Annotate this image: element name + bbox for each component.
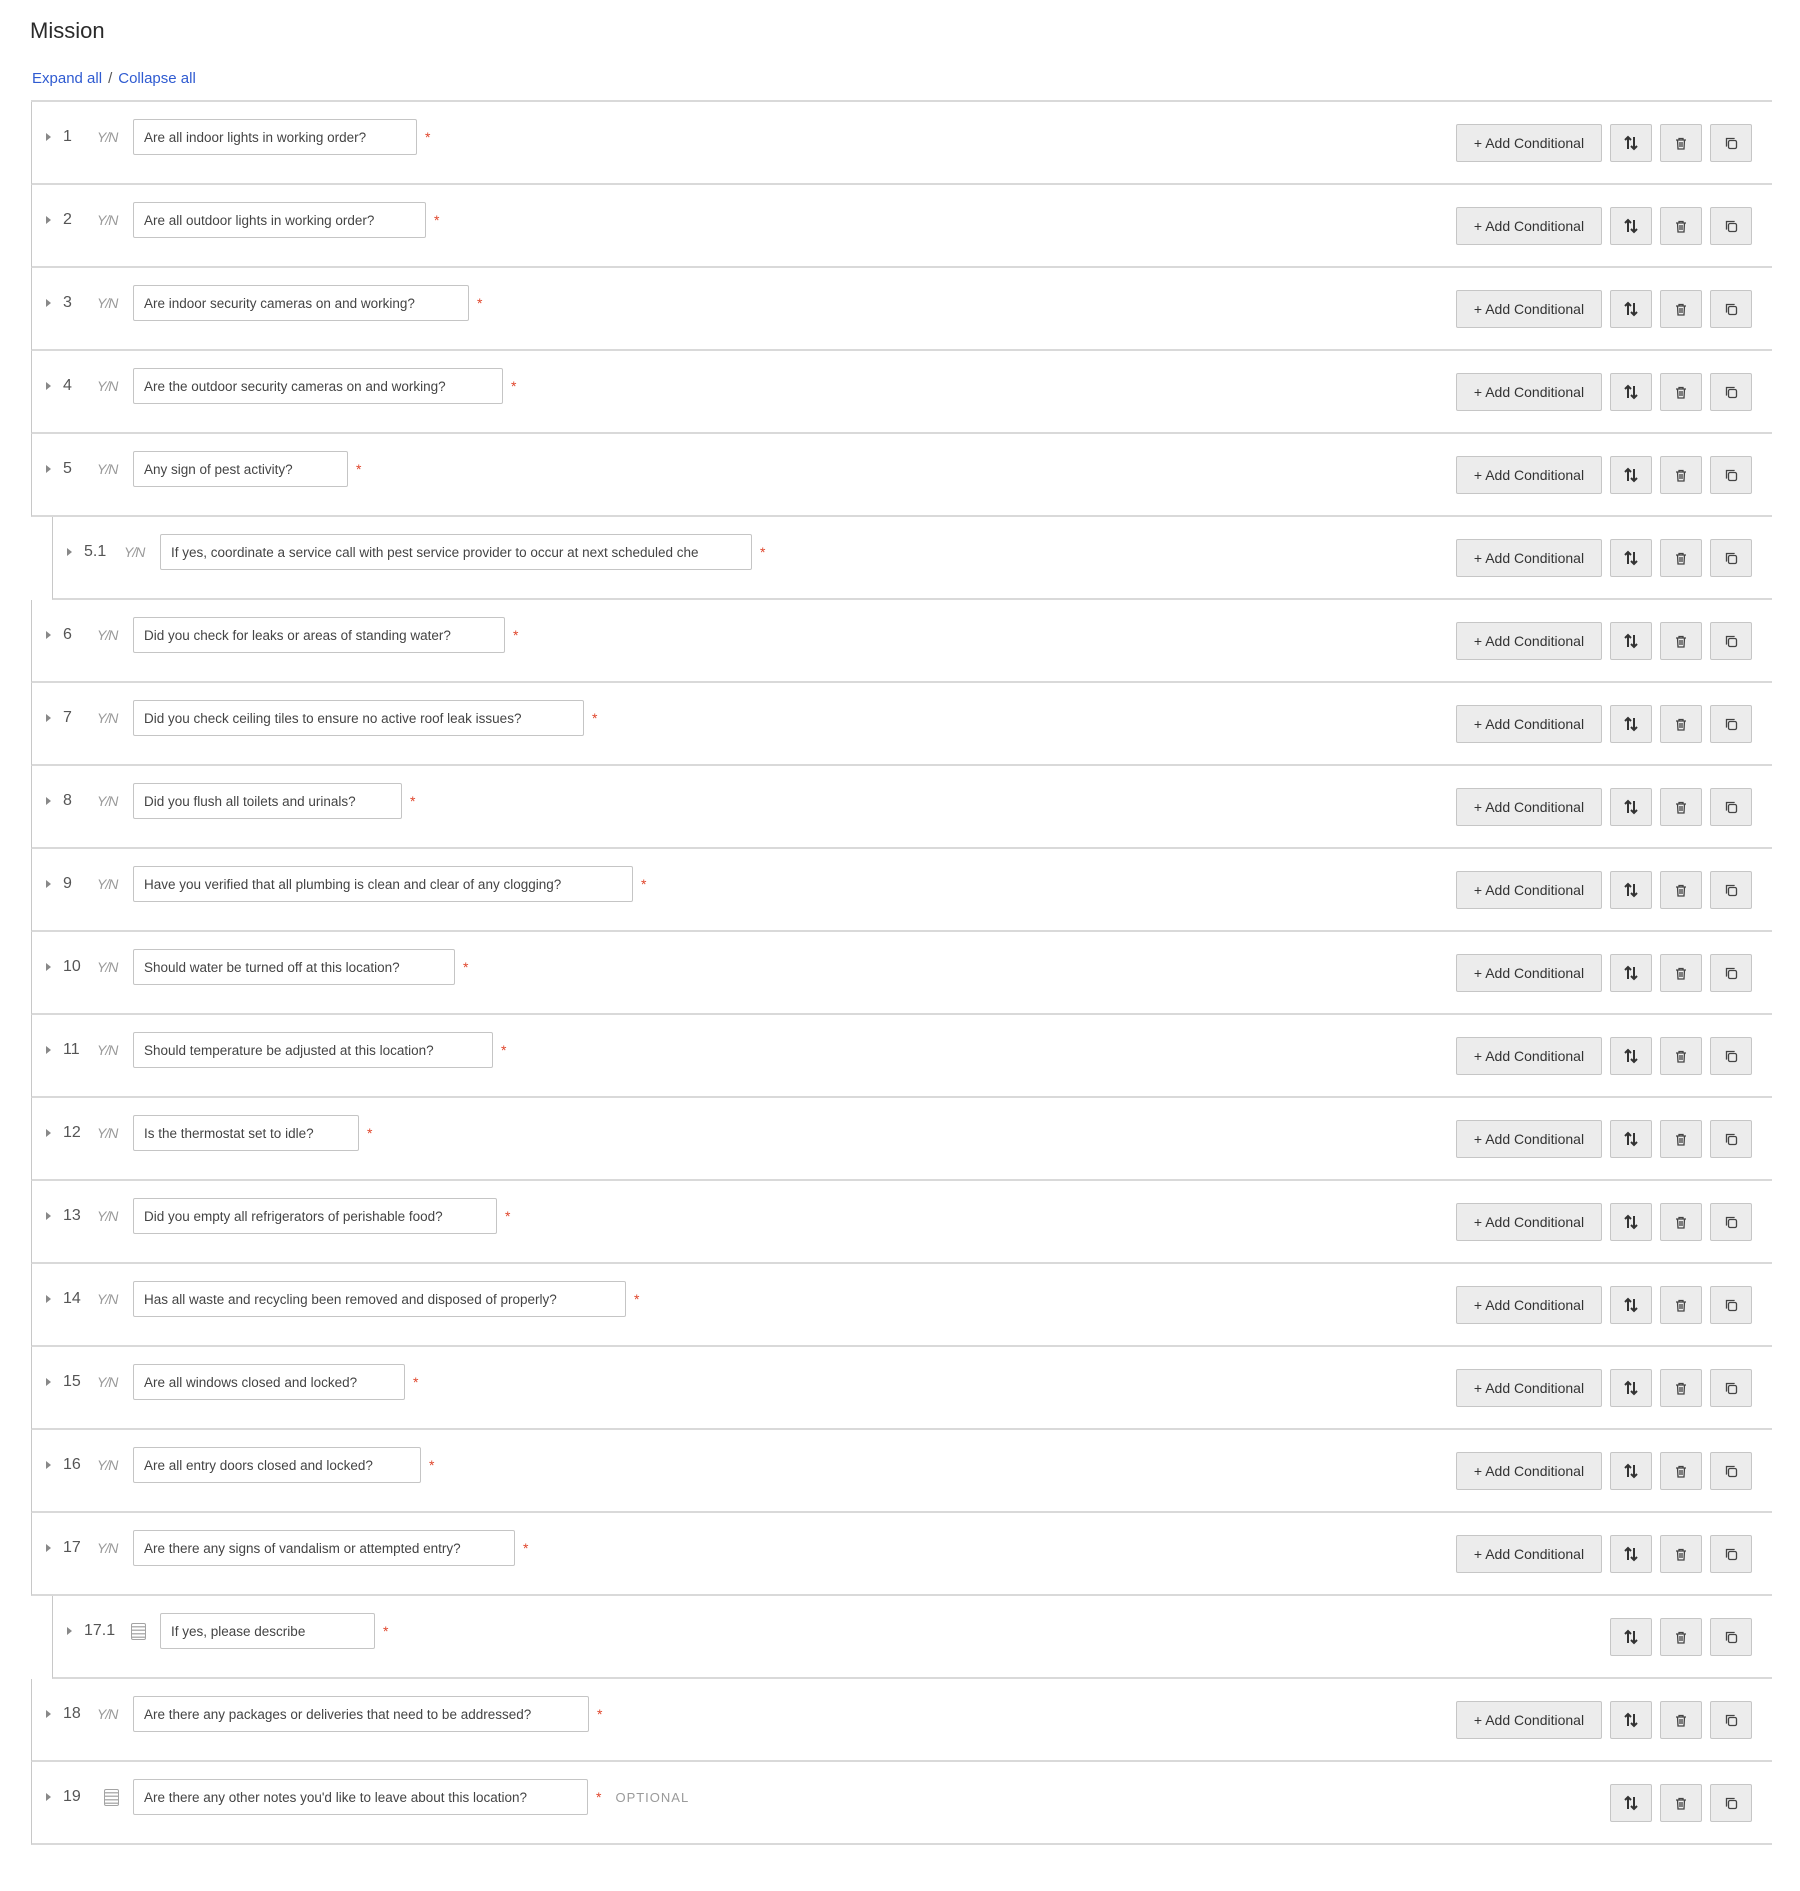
required-marker: * bbox=[596, 1789, 602, 1805]
copy-icon[interactable] bbox=[1710, 1037, 1752, 1075]
question-input[interactable] bbox=[133, 1696, 589, 1732]
yes-no-type-icon: Y/N bbox=[124, 544, 145, 560]
copy-icon[interactable] bbox=[1710, 1369, 1752, 1407]
question-input[interactable] bbox=[133, 1447, 421, 1483]
question-number: 11 bbox=[63, 1041, 80, 1058]
add-conditional-button[interactable]: + Add Conditional bbox=[1456, 1286, 1602, 1324]
reorder-icon[interactable] bbox=[1610, 954, 1652, 992]
copy-icon[interactable] bbox=[1710, 1701, 1752, 1739]
trash-icon[interactable] bbox=[1660, 1535, 1702, 1573]
question-input[interactable] bbox=[133, 617, 505, 653]
question-input[interactable] bbox=[133, 451, 348, 487]
expand-collapse-links bbox=[32, 70, 196, 87]
question-row bbox=[31, 849, 1772, 932]
reorder-icon[interactable] bbox=[1610, 1784, 1652, 1822]
yes-no-type-icon: Y/N bbox=[97, 461, 118, 477]
yes-no-type-icon: Y/N bbox=[97, 1374, 118, 1390]
copy-icon[interactable] bbox=[1710, 207, 1752, 245]
question-row bbox=[31, 185, 1772, 268]
trash-icon[interactable] bbox=[1660, 954, 1702, 992]
reorder-icon[interactable] bbox=[1610, 1535, 1652, 1573]
question-input[interactable] bbox=[133, 1115, 359, 1151]
trash-icon[interactable] bbox=[1660, 539, 1702, 577]
add-conditional-button[interactable]: + Add Conditional bbox=[1456, 705, 1602, 743]
question-input[interactable] bbox=[133, 1364, 405, 1400]
add-conditional-button[interactable]: + Add Conditional bbox=[1456, 124, 1602, 162]
expand-caret-icon[interactable] bbox=[46, 714, 51, 722]
copy-icon[interactable] bbox=[1710, 456, 1752, 494]
question-number: 12 bbox=[63, 1124, 81, 1141]
required-marker: * bbox=[641, 876, 647, 892]
question-input[interactable] bbox=[133, 700, 584, 736]
question-input[interactable] bbox=[133, 1198, 497, 1234]
collapse-all-link[interactable]: Collapse all bbox=[118, 70, 196, 87]
question-number: 4 bbox=[63, 377, 72, 394]
optional-label: OPTIONAL bbox=[615, 1789, 690, 1805]
yes-no-type-icon: Y/N bbox=[97, 295, 118, 311]
question-input[interactable] bbox=[133, 119, 417, 155]
question-input[interactable] bbox=[133, 1281, 626, 1317]
trash-icon[interactable] bbox=[1660, 1784, 1702, 1822]
reorder-icon[interactable] bbox=[1610, 456, 1652, 494]
reorder-icon[interactable] bbox=[1610, 1037, 1652, 1075]
reorder-icon[interactable] bbox=[1610, 1701, 1652, 1739]
required-marker: * bbox=[523, 1540, 529, 1556]
add-conditional-button[interactable]: + Add Conditional bbox=[1456, 373, 1602, 411]
yes-no-type-icon: Y/N bbox=[97, 1042, 118, 1058]
expand-caret-icon[interactable] bbox=[46, 1129, 51, 1137]
yes-no-type-icon: Y/N bbox=[97, 1125, 118, 1141]
question-list bbox=[31, 100, 1772, 1845]
expand-caret-icon[interactable] bbox=[46, 1295, 51, 1303]
question-row bbox=[31, 102, 1772, 185]
expand-caret-icon[interactable] bbox=[46, 880, 51, 888]
question-input[interactable] bbox=[133, 202, 426, 238]
copy-icon[interactable] bbox=[1710, 539, 1752, 577]
add-conditional-button[interactable]: + Add Conditional bbox=[1456, 456, 1602, 494]
required-marker: * bbox=[760, 544, 766, 560]
question-number: 18 bbox=[63, 1705, 81, 1722]
expand-caret-icon[interactable] bbox=[46, 1793, 51, 1801]
question-row bbox=[31, 600, 1772, 683]
required-marker: * bbox=[477, 295, 483, 311]
expand-caret-icon[interactable] bbox=[46, 1544, 51, 1552]
reorder-icon[interactable] bbox=[1610, 705, 1652, 743]
add-conditional-button[interactable]: + Add Conditional bbox=[1456, 954, 1602, 992]
question-input[interactable] bbox=[133, 285, 469, 321]
question-row-conditional bbox=[52, 1596, 1772, 1679]
yes-no-type-icon: Y/N bbox=[97, 1540, 118, 1556]
question-number: 13 bbox=[63, 1207, 81, 1224]
question-row bbox=[31, 1264, 1772, 1347]
yes-no-type-icon: Y/N bbox=[97, 793, 118, 809]
question-number: 2 bbox=[63, 211, 72, 228]
question-row bbox=[31, 1015, 1772, 1098]
copy-icon[interactable] bbox=[1710, 1203, 1752, 1241]
copy-icon[interactable] bbox=[1710, 373, 1752, 411]
expand-caret-icon[interactable] bbox=[67, 1627, 72, 1635]
question-input[interactable] bbox=[160, 534, 752, 570]
required-marker: * bbox=[429, 1457, 435, 1473]
yes-no-type-icon: Y/N bbox=[97, 378, 118, 394]
question-number: 17 bbox=[63, 1539, 81, 1556]
required-marker: * bbox=[383, 1623, 389, 1639]
question-row bbox=[31, 1430, 1772, 1513]
reorder-icon[interactable] bbox=[1610, 207, 1652, 245]
question-number: 10 bbox=[63, 958, 81, 975]
text-answer-icon bbox=[124, 1623, 152, 1640]
add-conditional-button[interactable]: + Add Conditional bbox=[1456, 1037, 1602, 1075]
question-row bbox=[31, 1347, 1772, 1430]
question-row bbox=[31, 932, 1772, 1015]
text-answer-icon bbox=[97, 1789, 125, 1806]
question-number: 9 bbox=[63, 875, 72, 892]
required-marker: * bbox=[511, 378, 517, 394]
trash-icon[interactable] bbox=[1660, 705, 1702, 743]
add-conditional-button[interactable]: + Add Conditional bbox=[1456, 1203, 1602, 1241]
question-input[interactable] bbox=[133, 1779, 588, 1815]
copy-icon[interactable] bbox=[1710, 788, 1752, 826]
question-number: 3 bbox=[63, 294, 72, 311]
question-row-conditional bbox=[52, 517, 1772, 600]
question-input[interactable] bbox=[160, 1613, 375, 1649]
question-number: 1 bbox=[63, 128, 72, 145]
copy-icon[interactable] bbox=[1710, 1784, 1752, 1822]
required-marker: * bbox=[425, 129, 431, 145]
trash-icon[interactable] bbox=[1660, 1369, 1702, 1407]
reorder-icon[interactable] bbox=[1610, 290, 1652, 328]
trash-icon[interactable] bbox=[1660, 290, 1702, 328]
copy-icon[interactable] bbox=[1710, 1535, 1752, 1573]
question-row bbox=[31, 434, 1772, 517]
question-input[interactable] bbox=[133, 866, 633, 902]
required-marker: * bbox=[634, 1291, 640, 1307]
expand-caret-icon[interactable] bbox=[46, 963, 51, 971]
reorder-icon[interactable] bbox=[1610, 1369, 1652, 1407]
add-conditional-button[interactable]: + Add Conditional bbox=[1456, 1701, 1602, 1739]
copy-icon[interactable] bbox=[1710, 954, 1752, 992]
copy-icon[interactable] bbox=[1710, 1618, 1752, 1656]
required-marker: * bbox=[410, 793, 416, 809]
expand-all-link[interactable]: Expand all bbox=[32, 70, 103, 87]
trash-icon[interactable] bbox=[1660, 456, 1702, 494]
add-conditional-button[interactable]: + Add Conditional bbox=[1456, 1535, 1602, 1573]
reorder-icon[interactable] bbox=[1610, 1203, 1652, 1241]
trash-icon[interactable] bbox=[1660, 788, 1702, 826]
required-marker: * bbox=[367, 1125, 373, 1141]
copy-icon[interactable] bbox=[1710, 705, 1752, 743]
question-number: 17.1 bbox=[84, 1622, 116, 1639]
trash-icon[interactable] bbox=[1660, 1203, 1702, 1241]
reorder-icon[interactable] bbox=[1610, 1618, 1652, 1656]
question-row bbox=[31, 351, 1772, 434]
question-number: 7 bbox=[63, 709, 72, 726]
copy-icon[interactable] bbox=[1710, 1452, 1752, 1490]
copy-icon[interactable] bbox=[1710, 1120, 1752, 1158]
reorder-icon[interactable] bbox=[1610, 1286, 1652, 1324]
copy-icon[interactable] bbox=[1710, 290, 1752, 328]
page-title: Mission bbox=[30, 18, 105, 43]
required-marker: * bbox=[434, 212, 440, 228]
trash-icon[interactable] bbox=[1660, 373, 1702, 411]
yes-no-type-icon: Y/N bbox=[97, 1706, 118, 1722]
question-row bbox=[31, 1762, 1772, 1845]
question-row bbox=[31, 766, 1772, 849]
question-input[interactable] bbox=[133, 949, 455, 985]
question-number: 6 bbox=[63, 626, 72, 643]
expand-caret-icon[interactable] bbox=[46, 133, 51, 141]
question-number: 16 bbox=[63, 1456, 81, 1473]
add-conditional-button[interactable]: + Add Conditional bbox=[1456, 539, 1602, 577]
trash-icon[interactable] bbox=[1660, 1286, 1702, 1324]
expand-caret-icon[interactable] bbox=[46, 1046, 51, 1054]
question-row bbox=[31, 683, 1772, 766]
add-conditional-button[interactable]: + Add Conditional bbox=[1456, 871, 1602, 909]
trash-icon[interactable] bbox=[1660, 1120, 1702, 1158]
trash-icon[interactable] bbox=[1660, 207, 1702, 245]
expand-caret-icon[interactable] bbox=[46, 1461, 51, 1469]
copy-icon[interactable] bbox=[1710, 622, 1752, 660]
required-marker: * bbox=[501, 1042, 507, 1058]
question-row bbox=[31, 1098, 1772, 1181]
add-conditional-button[interactable]: + Add Conditional bbox=[1456, 1452, 1602, 1490]
question-input[interactable] bbox=[133, 1032, 493, 1068]
reorder-icon[interactable] bbox=[1610, 124, 1652, 162]
expand-caret-icon[interactable] bbox=[46, 299, 51, 307]
trash-icon[interactable] bbox=[1660, 124, 1702, 162]
question-number: 15 bbox=[63, 1373, 81, 1390]
trash-icon[interactable] bbox=[1660, 1701, 1702, 1739]
trash-icon[interactable] bbox=[1660, 1618, 1702, 1656]
expand-caret-icon[interactable] bbox=[46, 382, 51, 390]
question-row bbox=[31, 1513, 1772, 1596]
trash-icon[interactable] bbox=[1660, 871, 1702, 909]
reorder-icon[interactable] bbox=[1610, 871, 1652, 909]
expand-caret-icon[interactable] bbox=[46, 797, 51, 805]
yes-no-type-icon: Y/N bbox=[97, 1457, 118, 1473]
expand-caret-icon[interactable] bbox=[46, 1710, 51, 1718]
reorder-icon[interactable] bbox=[1610, 373, 1652, 411]
yes-no-type-icon: Y/N bbox=[97, 627, 118, 643]
question-row bbox=[31, 1679, 1772, 1762]
required-marker: * bbox=[413, 1374, 419, 1390]
reorder-icon[interactable] bbox=[1610, 1452, 1652, 1490]
expand-caret-icon[interactable] bbox=[46, 216, 51, 224]
question-row bbox=[31, 268, 1772, 351]
add-conditional-button[interactable]: + Add Conditional bbox=[1456, 290, 1602, 328]
question-input[interactable] bbox=[133, 368, 503, 404]
add-conditional-button[interactable]: + Add Conditional bbox=[1456, 622, 1602, 660]
expand-caret-icon[interactable] bbox=[67, 548, 72, 556]
reorder-icon[interactable] bbox=[1610, 788, 1652, 826]
required-marker: * bbox=[463, 959, 469, 975]
yes-no-type-icon: Y/N bbox=[97, 1208, 118, 1224]
yes-no-type-icon: Y/N bbox=[97, 1291, 118, 1307]
question-input[interactable] bbox=[133, 783, 402, 819]
reorder-icon[interactable] bbox=[1610, 539, 1652, 577]
expand-caret-icon[interactable] bbox=[46, 1212, 51, 1220]
trash-icon[interactable] bbox=[1660, 622, 1702, 660]
question-row bbox=[31, 1181, 1772, 1264]
yes-no-type-icon: Y/N bbox=[97, 129, 118, 145]
reorder-icon[interactable] bbox=[1610, 1120, 1652, 1158]
yes-no-type-icon: Y/N bbox=[97, 212, 118, 228]
reorder-icon[interactable] bbox=[1610, 622, 1652, 660]
question-number: 8 bbox=[63, 792, 72, 809]
question-input[interactable] bbox=[133, 1530, 515, 1566]
copy-icon[interactable] bbox=[1710, 871, 1752, 909]
question-number: 5 bbox=[63, 460, 72, 477]
question-number: 19 bbox=[63, 1788, 81, 1805]
add-conditional-button[interactable]: + Add Conditional bbox=[1456, 1120, 1602, 1158]
expand-caret-icon[interactable] bbox=[46, 631, 51, 639]
expand-caret-icon[interactable] bbox=[46, 465, 51, 473]
required-marker: * bbox=[356, 461, 362, 477]
yes-no-type-icon: Y/N bbox=[97, 876, 118, 892]
required-marker: * bbox=[513, 627, 519, 643]
add-conditional-button[interactable]: + Add Conditional bbox=[1456, 1369, 1602, 1407]
question-number: 5.1 bbox=[84, 543, 107, 560]
required-marker: * bbox=[592, 710, 598, 726]
required-marker: * bbox=[505, 1208, 511, 1224]
question-number: 14 bbox=[63, 1290, 81, 1307]
yes-no-type-icon: Y/N bbox=[97, 959, 118, 975]
trash-icon[interactable] bbox=[1660, 1452, 1702, 1490]
yes-no-type-icon: Y/N bbox=[97, 710, 118, 726]
expand-caret-icon[interactable] bbox=[46, 1378, 51, 1386]
copy-icon[interactable] bbox=[1710, 124, 1752, 162]
trash-icon[interactable] bbox=[1660, 1037, 1702, 1075]
link-separator: / bbox=[108, 70, 113, 87]
required-marker: * bbox=[597, 1706, 603, 1722]
add-conditional-button[interactable]: + Add Conditional bbox=[1456, 207, 1602, 245]
copy-icon[interactable] bbox=[1710, 1286, 1752, 1324]
add-conditional-button[interactable]: + Add Conditional bbox=[1456, 788, 1602, 826]
